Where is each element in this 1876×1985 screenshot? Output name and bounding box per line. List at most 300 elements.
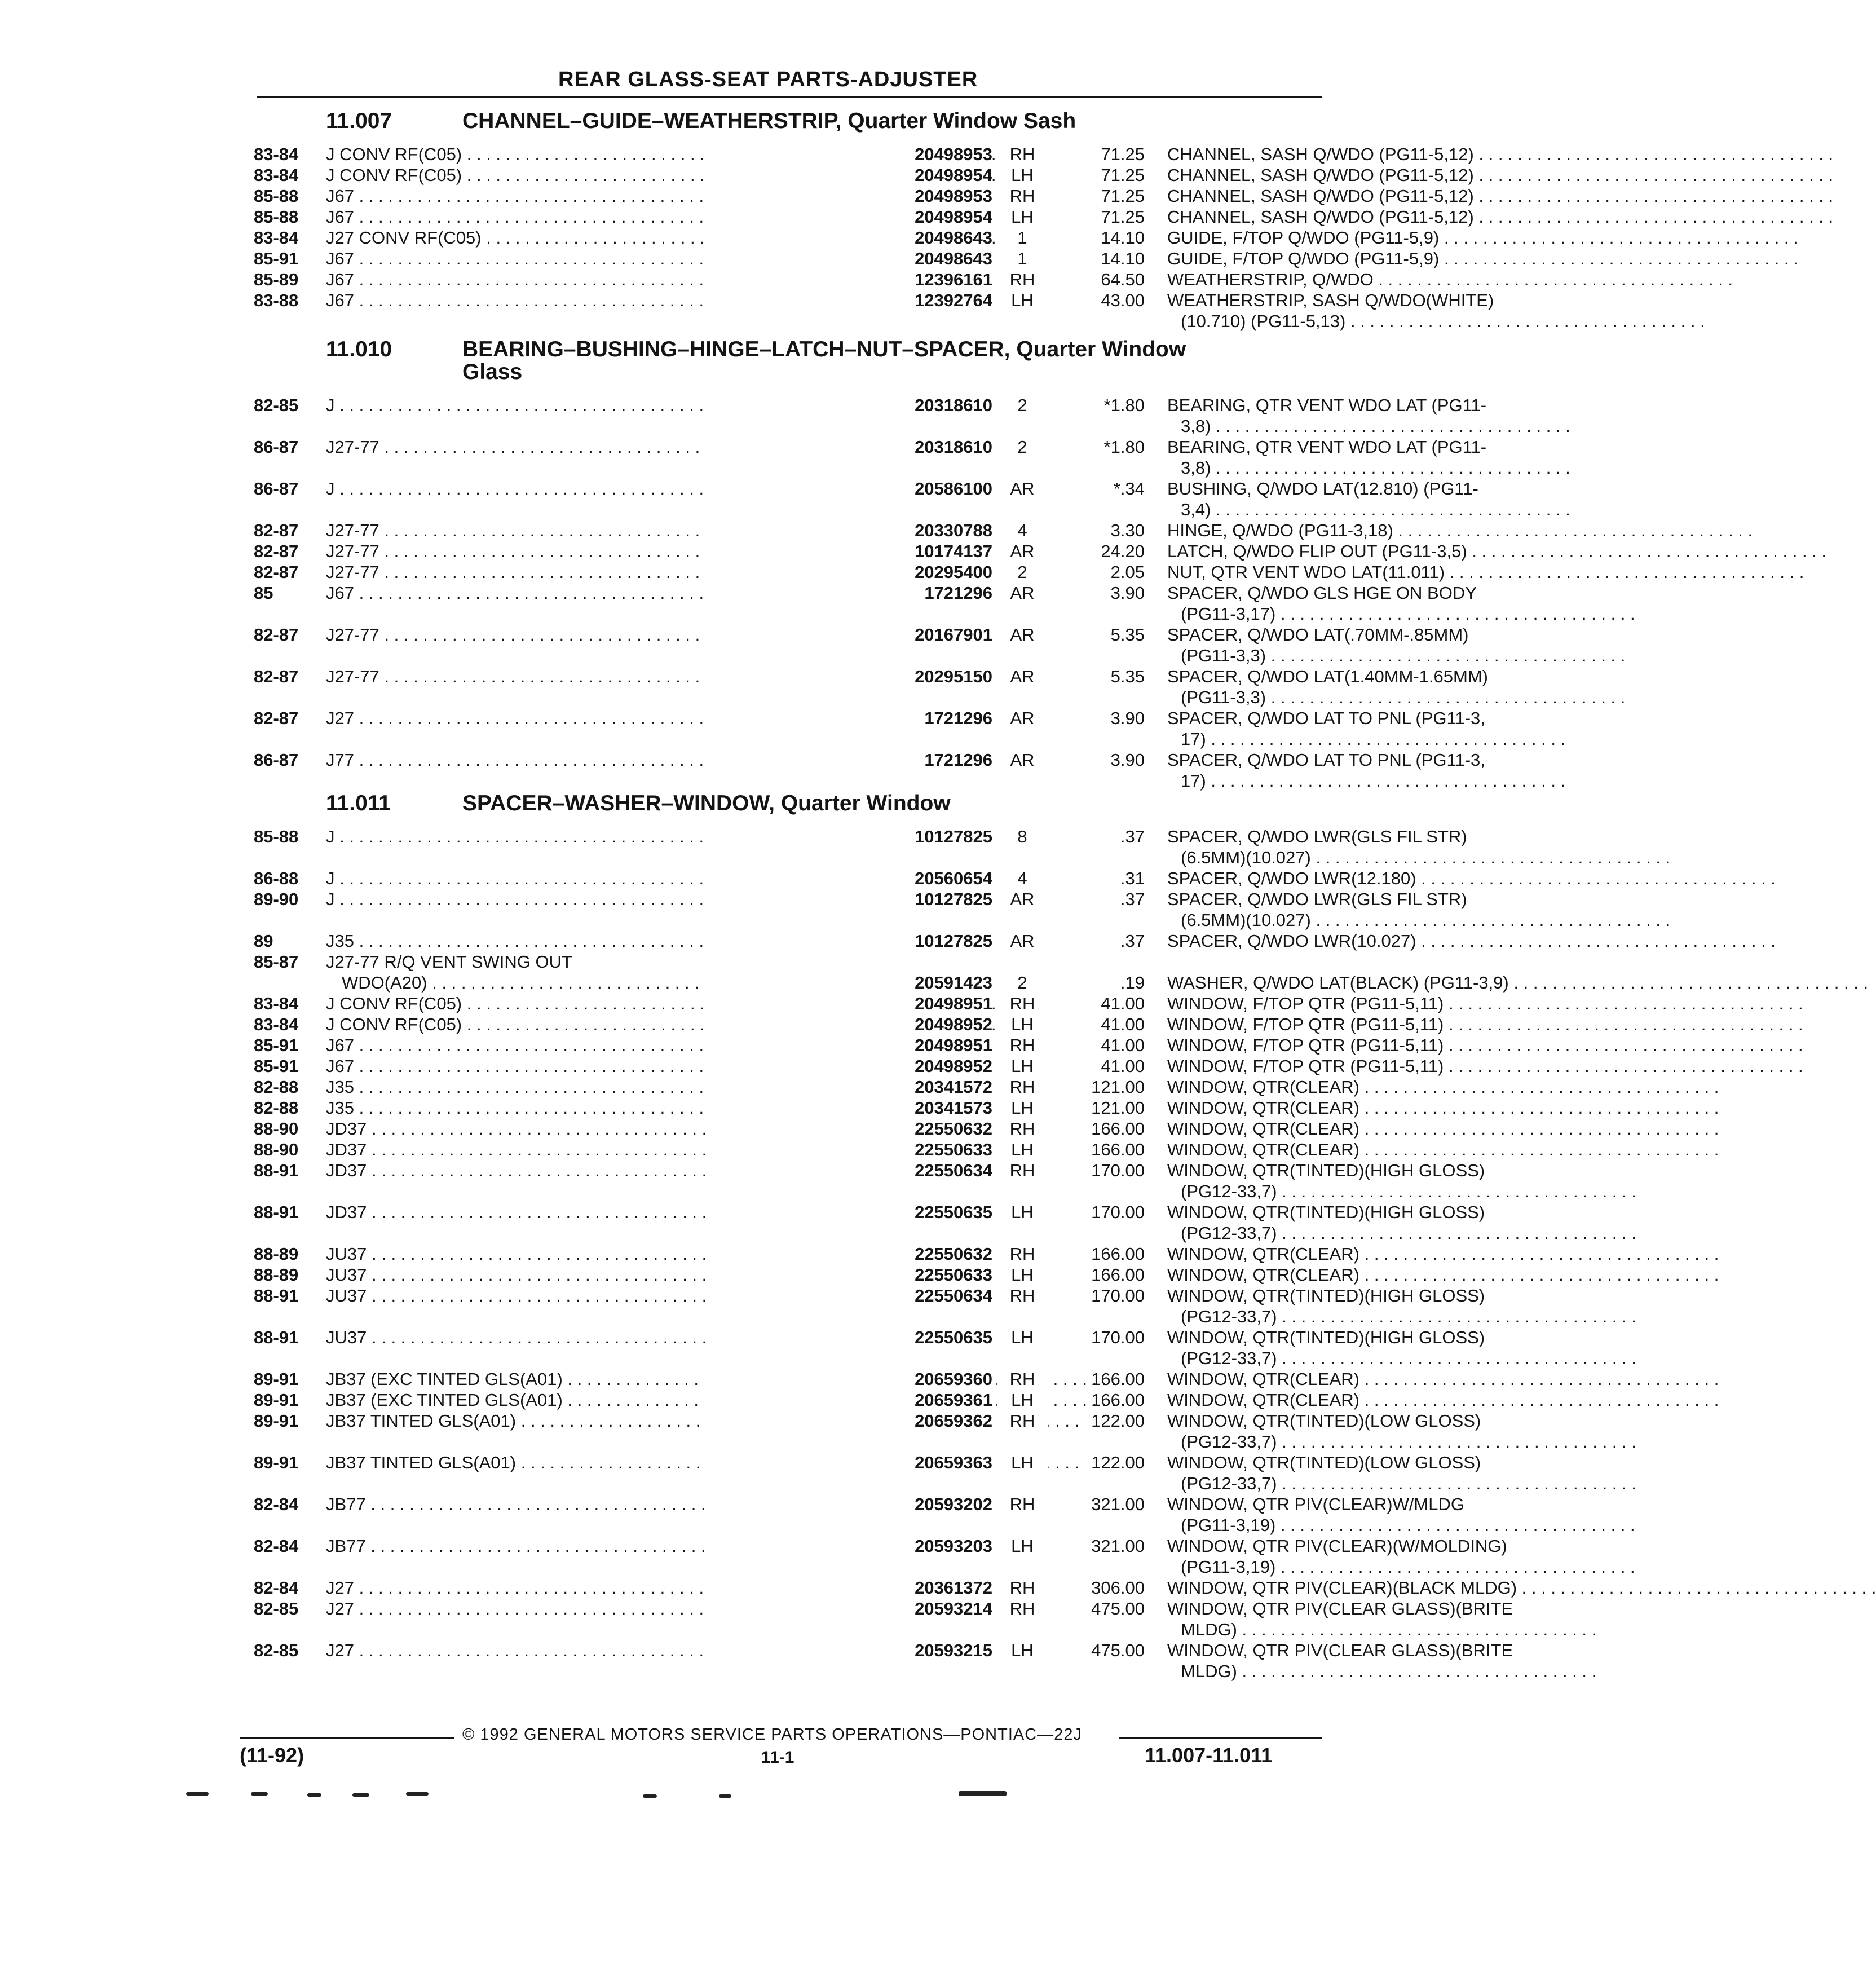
footer-rule-right	[1119, 1737, 1322, 1739]
price: 14.10	[1101, 228, 1145, 248]
quantity: LH	[997, 1097, 1048, 1118]
part-description: WINDOW, QTR(CLEAR) . . .	[1167, 1077, 1573, 1097]
model-years: 88-89	[254, 1265, 299, 1285]
quantity: RH	[997, 1410, 1048, 1431]
part-description-continued: (6.5MM)(10.027) . . .	[1167, 910, 1573, 930]
model-code: JD37 . . .	[326, 1139, 884, 1160]
model-code: J CONV RF(C05) . . .	[326, 165, 884, 186]
part-description: BUSHING, Q/WDO LAT(12.810) (PG11-	[1167, 479, 1478, 499]
footer-rule-left	[240, 1737, 454, 1739]
price: 3.90	[1110, 708, 1145, 728]
price: 41.00	[1101, 1056, 1145, 1076]
quantity: LH	[997, 1014, 1048, 1035]
footer-date: (11-92)	[240, 1744, 304, 1767]
price: 121.00	[1091, 1077, 1145, 1097]
model-years: 82-87	[254, 667, 299, 686]
part-number: 22550632	[705, 1243, 992, 1264]
model-code: JD37 . . .	[326, 1118, 884, 1139]
model-years: 83-84	[254, 1014, 299, 1034]
model-years: 85	[254, 583, 273, 603]
section-number: 11.007	[326, 109, 392, 133]
quantity: RH	[997, 1077, 1048, 1097]
part-description: WINDOW, QTR PIV(CLEAR GLASS)(BRITE	[1167, 1599, 1513, 1618]
quantity: RH	[997, 1369, 1048, 1390]
price: 321.00	[1091, 1536, 1145, 1556]
model-code: J35 . . .	[326, 930, 884, 951]
model-code: JB37 (EXC TINTED GLS(A01) . . .	[326, 1390, 884, 1410]
model-code: JD37 . . .	[326, 1160, 884, 1181]
section-title-subject: Quarter Window Sash	[841, 109, 1076, 133]
quantity: AR	[997, 666, 1048, 687]
price: .37	[1120, 931, 1145, 951]
model-code: JD37 . . .	[326, 1202, 884, 1223]
part-description: WINDOW, QTR(CLEAR) . . .	[1167, 1097, 1573, 1118]
model-code: J35 . . .	[326, 1097, 884, 1118]
model-years: 86-87	[254, 479, 299, 499]
model-years: 85-88	[254, 827, 299, 846]
quantity: 2	[997, 562, 1048, 583]
part-number: 20560654	[705, 868, 992, 889]
part-number: 22550634	[705, 1285, 992, 1306]
model-years: 82-87	[254, 520, 299, 540]
model-code: J CONV RF(C05) . . .	[326, 1014, 884, 1035]
part-description: NUT, QTR VENT WDO LAT(11.011) . . .	[1167, 562, 1573, 583]
part-description: SPACER, Q/WDO LAT(.70MM-.85MM)	[1167, 625, 1469, 645]
model-years: 88-90	[254, 1140, 299, 1159]
part-description-continued: 17) . . .	[1167, 729, 1573, 749]
part-description: SPACER, Q/WDO LAT(1.40MM-1.65MM)	[1167, 667, 1488, 686]
model-years: 83-84	[254, 144, 299, 164]
quantity: RH	[997, 269, 1048, 290]
section-heading	[326, 110, 1319, 133]
section-title-subject: Quarter Window	[775, 791, 951, 815]
part-description: WINDOW, F/TOP QTR (PG11-5,11) . . .	[1167, 1056, 1573, 1077]
part-description: SPACER, Q/WDO LWR(GLS FIL STR)	[1167, 889, 1467, 909]
model-years: 85-91	[254, 249, 299, 268]
part-description: WINDOW, F/TOP QTR (PG11-5,11) . . .	[1167, 993, 1573, 1014]
model-years: 89-91	[254, 1390, 299, 1410]
model-code: J27 . . .	[326, 1640, 884, 1661]
part-number: 20593214	[705, 1598, 992, 1619]
part-description: SPACER, Q/WDO LWR(12.180) . . .	[1167, 868, 1573, 889]
part-description-continued: 17) . . .	[1167, 770, 1573, 791]
part-number: 20295150	[705, 666, 992, 687]
part-description: WINDOW, QTR PIV(CLEAR)(W/MOLDING)	[1167, 1536, 1507, 1556]
part-description: WINDOW, QTR(CLEAR) . . .	[1167, 1264, 1573, 1285]
price: 5.35	[1110, 667, 1145, 686]
quantity: LH	[997, 1390, 1048, 1410]
quantity: 1	[997, 248, 1048, 269]
model-code: JB37 (EXC TINTED GLS(A01) . . .	[326, 1369, 884, 1390]
model-years: 83-84	[254, 994, 299, 1013]
part-number: 22550632	[705, 1118, 992, 1139]
model-years: 82-88	[254, 1098, 299, 1118]
model-code: JU37 . . .	[326, 1285, 884, 1306]
section-title-line2: Glass	[462, 360, 523, 384]
part-description-continued: (PG11-3,19) . . .	[1167, 1515, 1573, 1536]
part-number: 20593203	[705, 1536, 992, 1556]
section-title-subject: Quarter Window	[1010, 337, 1186, 361]
part-description: LATCH, Q/WDO FLIP OUT (PG11-3,5) . . .	[1167, 541, 1573, 562]
quantity: LH	[997, 206, 1048, 227]
part-number: 20659361	[705, 1390, 992, 1410]
part-number: 20659362	[705, 1410, 992, 1431]
part-description: CHANNEL, SASH Q/WDO (PG11-5,12) . . .	[1167, 165, 1573, 186]
model-code: J27 . . .	[326, 1598, 884, 1619]
model-code: J67 . . .	[326, 1035, 884, 1056]
model-code: J77 . . .	[326, 749, 884, 770]
quantity: LH	[997, 1452, 1048, 1473]
part-number: 20341573	[705, 1097, 992, 1118]
part-description: WINDOW, QTR(CLEAR) . . .	[1167, 1139, 1573, 1160]
part-description-continued: 3,4) . . .	[1167, 499, 1573, 520]
part-number: 10127825	[705, 889, 992, 910]
model-code: J27 . . .	[326, 708, 884, 729]
part-number: 22550633	[705, 1264, 992, 1285]
model-years: 82-85	[254, 395, 299, 415]
quantity: AR	[997, 930, 1048, 951]
quantity: LH	[997, 290, 1048, 311]
model-years: 88-89	[254, 1244, 299, 1264]
part-number: 22550635	[705, 1202, 992, 1223]
part-number: 20498952	[705, 1014, 992, 1035]
model-years: 82-87	[254, 625, 299, 645]
section-title	[462, 338, 1319, 383]
model-code: J . . .	[326, 478, 884, 499]
model-code: J CONV RF(C05) . . .	[326, 993, 884, 1014]
model-years: 82-87	[254, 708, 299, 728]
model-code: J . . .	[326, 889, 884, 910]
model-code: JU37 . . .	[326, 1327, 884, 1348]
part-description-continued: (PG12-33,7) . . .	[1167, 1181, 1573, 1202]
model-years: 88-91	[254, 1327, 299, 1347]
section-number: 11.011	[326, 791, 391, 815]
quantity: LH	[997, 1536, 1048, 1556]
model-years: 85-88	[254, 207, 299, 227]
price: 24.20	[1101, 541, 1145, 561]
scan-mark	[406, 1792, 429, 1796]
part-number: 20593202	[705, 1494, 992, 1515]
model-years: 89-91	[254, 1453, 299, 1472]
price: 122.00	[1091, 1411, 1145, 1431]
model-years: 82-84	[254, 1578, 299, 1598]
part-description-continued: 3,8) . . .	[1167, 457, 1573, 478]
model-code: J27-77 . . .	[326, 562, 884, 583]
model-years: 85-91	[254, 1035, 299, 1055]
quantity: 4	[997, 520, 1048, 541]
model-years: 82-88	[254, 1077, 299, 1097]
part-description: WASHER, Q/WDO LAT(BLACK) (PG11-3,9) . . .	[1167, 972, 1573, 993]
price: 14.10	[1101, 249, 1145, 268]
model-years: 83-88	[254, 290, 299, 310]
part-number: 1721296	[705, 749, 992, 770]
part-description: WINDOW, QTR(CLEAR) . . .	[1167, 1390, 1573, 1410]
price: *1.80	[1103, 437, 1145, 457]
part-number: 1721296	[705, 708, 992, 729]
part-number: 10127825	[705, 930, 992, 951]
part-number: 20591423	[705, 972, 992, 993]
section-number: 11.010	[326, 337, 392, 361]
price: 170.00	[1091, 1327, 1145, 1347]
model-code: J CONV RF(C05) . . .	[326, 144, 884, 165]
part-number: 22550634	[705, 1160, 992, 1181]
quantity: RH	[997, 186, 1048, 206]
quantity: AR	[997, 708, 1048, 729]
page-header-title: REAR GLASS-SEAT PARTS-ADJUSTER	[558, 68, 978, 91]
quantity: 8	[997, 826, 1048, 847]
quantity: RH	[997, 1285, 1048, 1306]
quantity: 4	[997, 868, 1048, 889]
part-description-continued: (PG12-33,7) . . .	[1167, 1306, 1573, 1327]
scan-mark	[307, 1793, 321, 1797]
part-description: WINDOW, QTR PIV(CLEAR)(BLACK MLDG) . . .	[1167, 1577, 1573, 1598]
part-description: WINDOW, QTR(CLEAR) . . .	[1167, 1118, 1573, 1139]
price: 121.00	[1091, 1098, 1145, 1118]
part-description: CHANNEL, SASH Q/WDO (PG11-5,12) . . .	[1167, 206, 1573, 227]
part-description-continued: (PG12-33,7) . . .	[1167, 1348, 1573, 1369]
part-description: BEARING, QTR VENT WDO LAT (PG11-	[1167, 437, 1487, 457]
model-code: J27-77 . . .	[326, 541, 884, 562]
part-number: 10174137	[705, 541, 992, 562]
price: 3.30	[1110, 520, 1145, 540]
scan-mark	[186, 1792, 209, 1796]
part-description-continued: (6.5MM)(10.027) . . .	[1167, 847, 1573, 868]
quantity: AR	[997, 583, 1048, 603]
price: 122.00	[1091, 1453, 1145, 1472]
scan-mark	[719, 1794, 731, 1798]
price: .37	[1120, 827, 1145, 846]
model-code: J27-77 . . .	[326, 624, 884, 645]
model-code: J67 . . .	[326, 290, 884, 311]
model-years: 86-87	[254, 750, 299, 770]
price: 166.00	[1091, 1119, 1145, 1139]
footer-page-number: 11-1	[761, 1748, 794, 1767]
section-title	[462, 792, 1319, 815]
footer-copyright: © 1992 GENERAL MOTORS SERVICE PARTS OPERATIONS—PONTIAC—22J	[462, 1726, 1082, 1744]
part-number: 20498952	[705, 1056, 992, 1077]
part-number: 20498953	[705, 144, 992, 165]
part-description-continued: (PG12-33,7) . . .	[1167, 1223, 1573, 1243]
part-description: WINDOW, QTR(TINTED)(LOW GLOSS)	[1167, 1411, 1481, 1431]
price: 71.25	[1101, 144, 1145, 164]
section-heading	[326, 338, 1319, 383]
section-title-bold: CHANNEL–GUIDE–WEATHERSTRIP,	[462, 109, 842, 133]
model-years: 88-90	[254, 1119, 299, 1139]
model-code: J67 . . .	[326, 269, 884, 290]
price: 170.00	[1091, 1161, 1145, 1180]
model-code: J67 . . .	[326, 1056, 884, 1077]
model-code: JB77 . . .	[326, 1536, 884, 1556]
model-code: J27-77 . . .	[326, 436, 884, 457]
part-description: WINDOW, QTR PIV(CLEAR GLASS)(BRITE	[1167, 1640, 1513, 1660]
model-code: JB37 TINTED GLS(A01) . . .	[326, 1452, 884, 1473]
part-description: WEATHERSTRIP, Q/WDO . . .	[1167, 269, 1573, 290]
price: 71.25	[1101, 186, 1145, 206]
price: .37	[1120, 889, 1145, 909]
part-description-continued: MLDG) . . .	[1167, 1619, 1573, 1640]
part-description: SPACER, Q/WDO GLS HGE ON BODY	[1167, 583, 1477, 603]
price: 5.35	[1110, 625, 1145, 645]
price: 41.00	[1101, 1035, 1145, 1055]
price: .31	[1120, 868, 1145, 888]
part-number: 20593215	[705, 1640, 992, 1661]
price: 475.00	[1091, 1640, 1145, 1660]
price: 166.00	[1091, 1369, 1145, 1389]
part-description: CHANNEL, SASH Q/WDO (PG11-5,12) . . .	[1167, 144, 1573, 165]
part-number: 20341572	[705, 1077, 992, 1097]
model-code: J27 . . .	[326, 1577, 884, 1598]
footer-section-range: 11.007-11.011	[1145, 1744, 1273, 1767]
scan-mark	[251, 1792, 268, 1796]
price: 3.90	[1110, 750, 1145, 770]
quantity: LH	[997, 1202, 1048, 1223]
price: 321.00	[1091, 1494, 1145, 1514]
price: .19	[1120, 973, 1145, 993]
model-years: 88-91	[254, 1202, 299, 1222]
scan-mark	[643, 1794, 657, 1798]
quantity: RH	[997, 1494, 1048, 1515]
model-code: J . . .	[326, 395, 884, 416]
price: 3.90	[1110, 583, 1145, 603]
model-code: J67 . . .	[326, 186, 884, 206]
price: 71.25	[1101, 207, 1145, 227]
quantity: RH	[997, 993, 1048, 1014]
quantity: LH	[997, 1264, 1048, 1285]
model-years: 86-87	[254, 437, 299, 457]
quantity: RH	[997, 144, 1048, 165]
part-description: WINDOW, QTR(TINTED)(HIGH GLOSS)	[1167, 1202, 1485, 1222]
part-description-continued: MLDG) . . .	[1167, 1661, 1573, 1682]
part-description: BEARING, QTR VENT WDO LAT (PG11-	[1167, 395, 1487, 415]
part-number: 20318610	[705, 395, 992, 416]
part-number: 20295400	[705, 562, 992, 583]
part-description: SPACER, Q/WDO LWR(GLS FIL STR)	[1167, 827, 1467, 846]
section-title	[462, 110, 1319, 133]
price: 41.00	[1101, 1014, 1145, 1034]
part-number: 22550635	[705, 1327, 992, 1348]
part-description: WINDOW, QTR(TINTED)(LOW GLOSS)	[1167, 1453, 1481, 1472]
quantity: LH	[997, 1139, 1048, 1160]
part-description: WINDOW, F/TOP QTR (PG11-5,11) . . .	[1167, 1014, 1573, 1035]
price: *.34	[1113, 479, 1145, 499]
price: 475.00	[1091, 1599, 1145, 1618]
quantity: RH	[997, 1243, 1048, 1264]
model-years: 85-87	[254, 952, 299, 972]
part-number: 20330788	[705, 520, 992, 541]
price: 170.00	[1091, 1202, 1145, 1222]
part-number: 12396161	[705, 269, 992, 290]
model-code: JU37 . . .	[326, 1243, 884, 1264]
part-number: 20498951	[705, 1035, 992, 1056]
model-years: 82-84	[254, 1536, 299, 1556]
part-description-continued: (PG11-3,3) . . .	[1167, 645, 1573, 666]
model-code: J67 . . .	[326, 583, 884, 603]
price: 64.50	[1101, 270, 1145, 289]
model-years: 82-87	[254, 562, 299, 582]
part-description-continued: 3,8) . . .	[1167, 416, 1573, 436]
model-years: 88-91	[254, 1286, 299, 1305]
part-number: 22550633	[705, 1139, 992, 1160]
part-number: 20659363	[705, 1452, 992, 1473]
quantity: AR	[997, 749, 1048, 770]
part-description: WINDOW, QTR(TINTED)(HIGH GLOSS)	[1167, 1286, 1485, 1305]
model-years: 82-85	[254, 1599, 299, 1618]
model-code: JB37 TINTED GLS(A01) . . .	[326, 1410, 884, 1431]
part-description: GUIDE, F/TOP Q/WDO (PG11-5,9) . . .	[1167, 227, 1573, 248]
section-heading	[326, 792, 1319, 815]
quantity: LH	[997, 1327, 1048, 1348]
model-code: J27-77 . . .	[326, 666, 884, 687]
price: *1.80	[1103, 395, 1145, 415]
model-years: 88-91	[254, 1161, 299, 1180]
quantity: AR	[997, 541, 1048, 562]
quantity: 1	[997, 227, 1048, 248]
part-description: WINDOW, F/TOP QTR (PG11-5,11) . . .	[1167, 1035, 1573, 1056]
model-years: 82-84	[254, 1494, 299, 1514]
quantity: AR	[997, 478, 1048, 499]
model-years: 82-87	[254, 541, 299, 561]
quantity: RH	[997, 1118, 1048, 1139]
quantity: LH	[997, 1640, 1048, 1661]
section-title-bold: SPACER–WASHER–WINDOW,	[462, 791, 775, 815]
part-number: 12392764	[705, 290, 992, 311]
model-years: 85-88	[254, 186, 299, 206]
price: 306.00	[1091, 1578, 1145, 1598]
part-description: WINDOW, QTR(TINTED)(HIGH GLOSS)	[1167, 1161, 1485, 1180]
part-number: 20659360	[705, 1369, 992, 1390]
model-code: J67 . . .	[326, 248, 884, 269]
part-number: 10127825	[705, 826, 992, 847]
part-description: WEATHERSTRIP, SASH Q/WDO(WHITE)	[1167, 290, 1494, 310]
part-number: 20498954	[705, 165, 992, 186]
part-description: CHANNEL, SASH Q/WDO (PG11-5,12) . . .	[1167, 186, 1573, 206]
part-number: 20361372	[705, 1577, 992, 1598]
quantity: LH	[997, 1056, 1048, 1077]
section-title-bold: BEARING–BUSHING–HINGE–LATCH–NUT–SPACER,	[462, 337, 1010, 361]
model-code: J35 . . .	[326, 1077, 884, 1097]
price: 166.00	[1091, 1390, 1145, 1410]
part-description: GUIDE, F/TOP Q/WDO (PG11-5,9) . . .	[1167, 248, 1573, 269]
model-years: 83-84	[254, 165, 299, 185]
part-description: WINDOW, QTR(CLEAR) . . .	[1167, 1369, 1573, 1390]
model-years: 82-85	[254, 1640, 299, 1660]
quantity: 2	[997, 972, 1048, 993]
model-code: JU37 . . .	[326, 1264, 884, 1285]
part-description-continued: (PG11-3,3) . . .	[1167, 687, 1573, 708]
part-description-continued: (PG12-33,7) . . .	[1167, 1473, 1573, 1494]
part-description-continued: (PG12-33,7) . . .	[1167, 1431, 1573, 1452]
scan-mark	[352, 1793, 369, 1797]
price: 166.00	[1091, 1140, 1145, 1159]
part-description: SPACER, Q/WDO LAT TO PNL (PG11-3,	[1167, 708, 1485, 728]
part-description: SPACER, Q/WDO LWR(10.027) . . .	[1167, 930, 1573, 951]
model-years: 83-84	[254, 228, 299, 248]
part-number: 20318610	[705, 436, 992, 457]
price: 166.00	[1091, 1265, 1145, 1285]
model-code: J67 . . .	[326, 206, 884, 227]
header-rule	[257, 96, 1322, 98]
part-number: 20586100	[705, 478, 992, 499]
quantity: 2	[997, 436, 1048, 457]
quantity: 2	[997, 395, 1048, 416]
model-code: J27 CONV RF(C05) . . .	[326, 227, 884, 248]
part-number: 1721296	[705, 583, 992, 603]
model-code: JB77 . . .	[326, 1494, 884, 1515]
quantity: AR	[997, 889, 1048, 910]
quantity: LH	[997, 165, 1048, 186]
price: 166.00	[1091, 1244, 1145, 1264]
model-years: 89-91	[254, 1411, 299, 1431]
